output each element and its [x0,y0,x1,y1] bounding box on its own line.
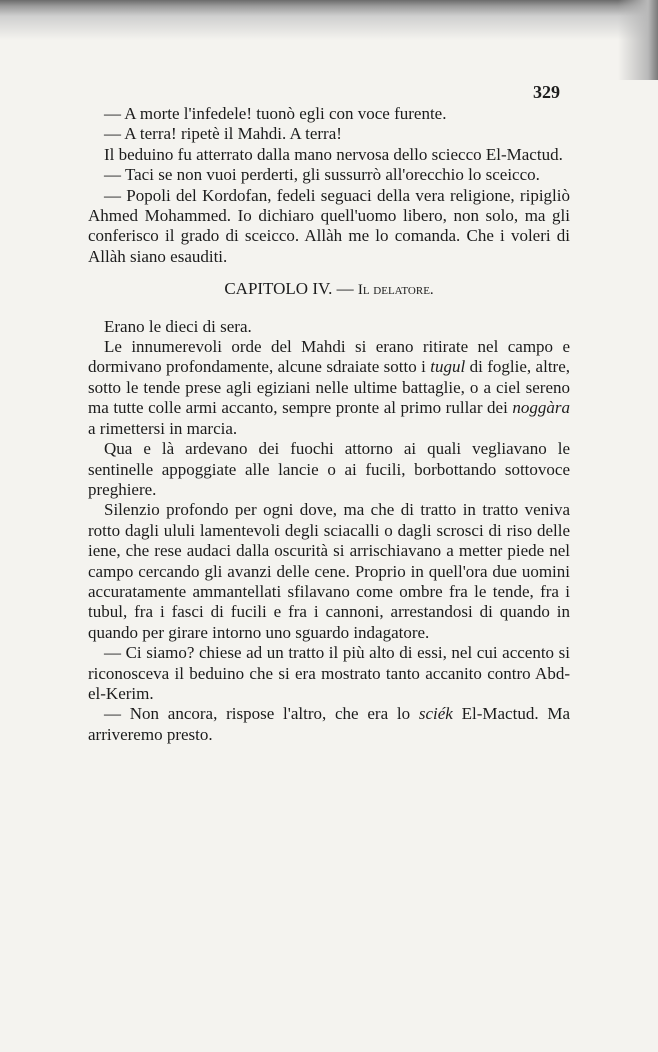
italic-term: noggàra [512,398,570,418]
chapter-subtitle: Il delatore. [357,282,434,299]
paragraph: Il beduino fu atterrato dalla mano nervosa dello sciecco El-Mactud. [104,144,563,164]
paragraph: — Taci se non vuoi perderti, gli sussurrò all'orecchio lo sceicco. [104,165,540,185]
paragraph: — Ci siamo? chiese ad un tratto il più alto di essi, nel cui accento si riconosceva il beduino che si era mostrato tanto accanito contro Abd-el-Kerim. [88,643,570,703]
paragraph: — A terra! ripetè il Mahdi. A terra! [104,124,342,144]
paragraph [88,337,570,439]
text-run: Le innumerevoli orde del Mahdi si erano ritirate nel campo e dormivano profondamente, alcune sdraiate sotto i [88,337,570,377]
text-run: El-Mactud. Ma arriveremo presto. [88,704,570,744]
text-run: a rimettersi in marcia. [88,418,238,438]
scan-edge-shadow [0,0,658,40]
italic-term: sciék [418,704,453,724]
paragraph [88,704,570,745]
page-number: 329 [533,82,560,102]
chapter-heading [88,279,570,300]
paragraph: — A morte l'infedele! tuonò egli con voce furente. [104,104,447,123]
body-text [88,104,570,745]
text-run: — Non ancora, rispose l'altro, che era lo [104,704,419,724]
paragraph: Erano le dieci di sera. [104,316,252,336]
paragraph: Qua e là ardevano dei fuochi attorno ai quali vegliavano le sentinelle appoggiate alle lancie o ai fucili, borbottando sottovoce preghiere. [88,439,570,499]
text-run: di foglie, altre, sotto le tende prese agli egiziani nelle ultime battaglie, o a ciel sereno ma tutte colle armi accanto, sempre pronte al primo rullar dei [88,357,570,418]
scan-corner-shadow [618,0,658,80]
paragraph: Silenzio profondo per ogni dove, ma che di tratto in tratto veniva rotto dagli ululi lamentevoli degli sciacalli o dagli scrosci di riso delle iene, che rese audaci dalla oscurità si arrischiavano a metter piede nel campo cercando gli avanzi delle cene. Proprio in quell'ora due uomini accuratamente ammantellati sfilavano come ombre fra le tende, fra i tubul, fra i fasci di fucili e fra i cannoni, arrestandosi di quando in quando per girare intorno uno sguardo indagatore. [88,500,570,642]
chapter-title: CAPITOLO IV. — [224,279,354,299]
paragraph: — Popoli del Kordofan, fedeli seguaci della vera religione, ripigliò Ahmed Mohammed. Io dichiaro quell'uomo libero, non solo, ma gli conferisco il grado di sceicco. Allàh me lo comanda. Che i voleri di Allàh siano esauditi. [88,185,570,266]
italic-term: tugul [430,357,466,377]
